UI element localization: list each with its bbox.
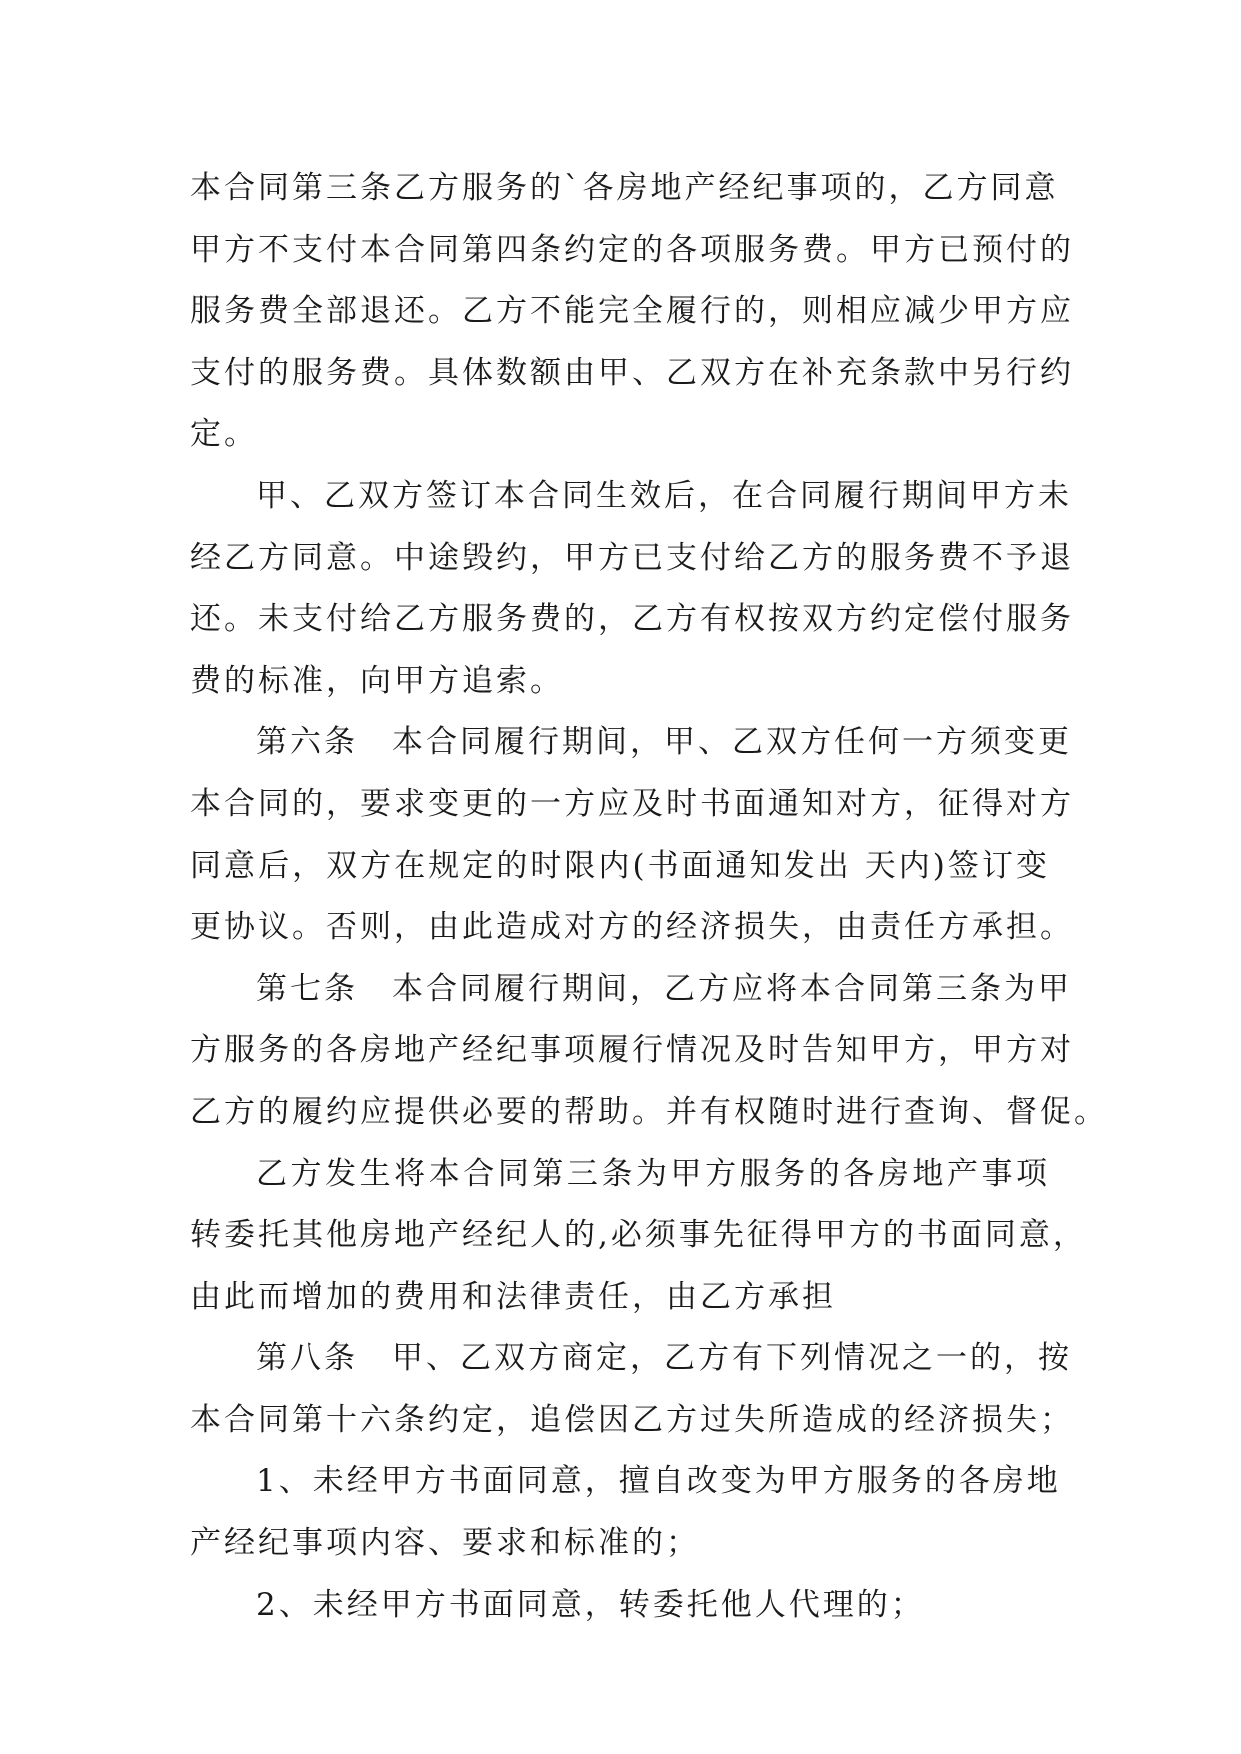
text-line: 更协议。否则，由此造成对方的经济损失，由责任方承担。 — [190, 909, 1074, 946]
text-line: 本合同的，要求变更的一方应及时书面通知对方，征得对方 — [190, 785, 1074, 822]
text-line: 1、未经甲方书面同意，擅自改变为甲方服务的各房地 — [256, 1463, 1061, 1500]
text-line: 服务费全部退还。乙方不能完全履行的，则相应减少甲方应 — [190, 293, 1074, 330]
text-line: 本合同第三条乙方服务的`各房地产经纪事项的，乙方同意 — [190, 170, 1059, 206]
text-line: 第八条 甲、乙双方商定，乙方有下列情况之一的，按 — [256, 1340, 1072, 1377]
text-line: 由此而增加的费用和法律责任，由乙方承担 — [190, 1278, 836, 1315]
text-line: 产经纪事项内容、要求和标准的； — [190, 1525, 700, 1562]
text-line: 本合同第十六条约定，追偿因乙方过失所造成的经济损失； — [190, 1401, 1074, 1438]
text-line: 同意后，双方在规定的时限内(书面通知发出 天内)签订变 — [190, 847, 1050, 884]
text-line: 第六条 本合同履行期间，甲、乙双方任何一方须变更 — [256, 724, 1072, 761]
document-body — [190, 158, 1108, 1636]
text-line: 乙方发生将本合同第三条为甲方服务的各房地产事项 — [256, 1155, 1050, 1192]
text-line: 经乙方同意。中途毁约，甲方已支付给乙方的服务费不予退 — [190, 539, 1074, 576]
text-line: 2、未经甲方书面同意，转委托他人代理的； — [256, 1586, 925, 1623]
text-line: 甲方不支付本合同第四条约定的各项服务费。甲方已预付的 — [190, 231, 1074, 268]
text-line: 还。未支付给乙方服务费的，乙方有权按双方约定偿付服务 — [190, 601, 1074, 638]
text-line: 方服务的各房地产经纪事项履行情况及时告知甲方，甲方对 — [190, 1032, 1074, 1069]
text-line: 定。 — [190, 416, 258, 453]
text-line: 费的标准，向甲方追索。 — [190, 662, 564, 699]
text-line: 乙方的履约应提供必要的帮助。并有权随时进行查询、督促。 — [190, 1093, 1108, 1130]
text-line: 甲、乙双方签订本合同生效后，在合同履行期间甲方未 — [256, 477, 1072, 514]
text-line: 第七条 本合同履行期间，乙方应将本合同第三条为甲 — [256, 970, 1072, 1007]
text-line: 转委托其他房地产经纪人的,必须事先征得甲方的书面同意， — [190, 1217, 1087, 1254]
text-line: 支付的服务费。具体数额由甲、乙双方在补充条款中另行约 — [190, 354, 1074, 391]
